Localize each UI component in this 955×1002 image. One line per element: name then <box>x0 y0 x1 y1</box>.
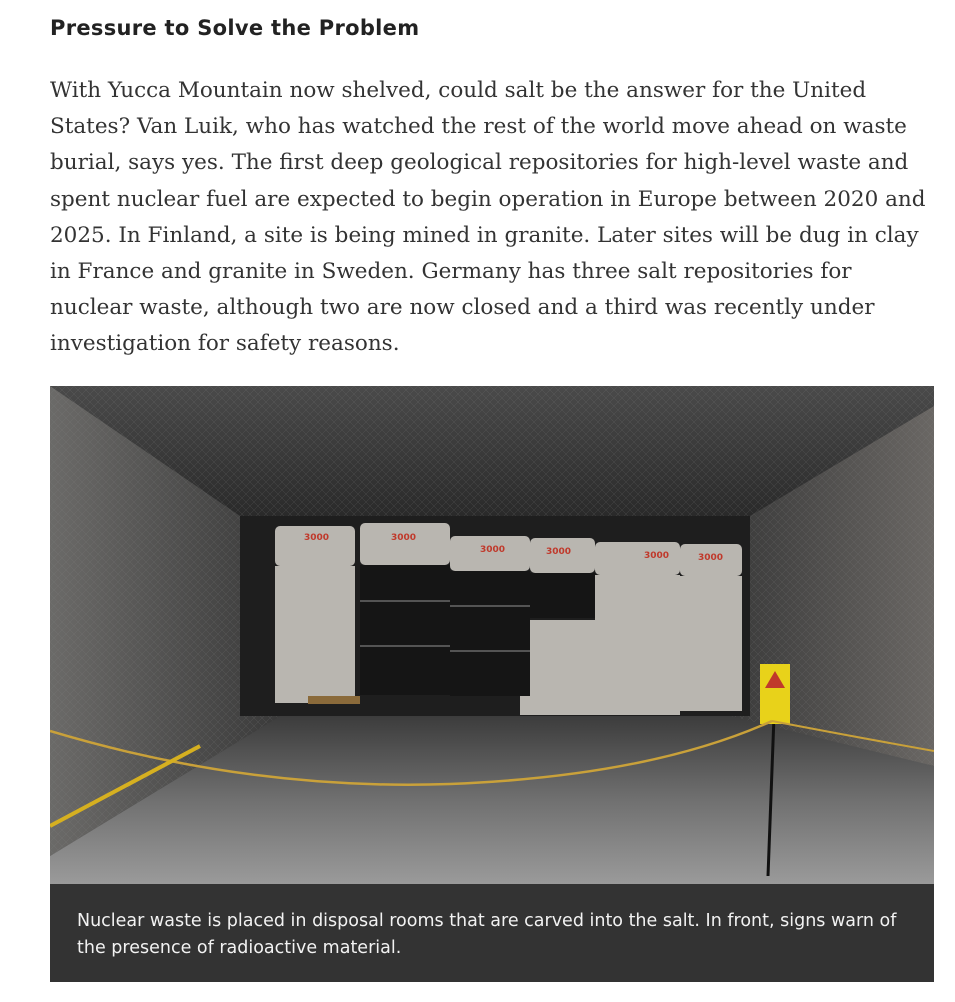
drum-label: 3000 <box>698 553 724 563</box>
disposal-room-photo <box>50 386 934 884</box>
drum-label: 3000 <box>644 551 670 561</box>
drum-label: 3000 <box>546 547 572 557</box>
drum-label: 3000 <box>480 545 506 555</box>
figure-caption: Nuclear waste is placed in disposal rooms that are carved into the salt. In front, signs warn of the presence of radioactive material. <box>50 884 934 982</box>
drum-label: 3000 <box>391 533 417 543</box>
figure <box>50 386 934 982</box>
section-heading: Pressure to Solve the Problem <box>50 16 420 40</box>
article-paragraph: With Yucca Mountain now shelved, could salt be the answer for the United States? Van Luik, who has watched the rest of the world move ahead on waste burial, says yes. The first deep geological repositories for high-level waste and spent nuclear fuel are expected to begin operation in Europe between 2020 and 2025. In Finland, a site is being mined in granite. Later sites will be dug in clay in France and granite in Sweden. Germany has three salt repositories for nuclear waste, although two are now closed and a third was recently under investigation for safety reasons. <box>50 78 926 357</box>
drum-label: 3000 <box>304 533 330 543</box>
